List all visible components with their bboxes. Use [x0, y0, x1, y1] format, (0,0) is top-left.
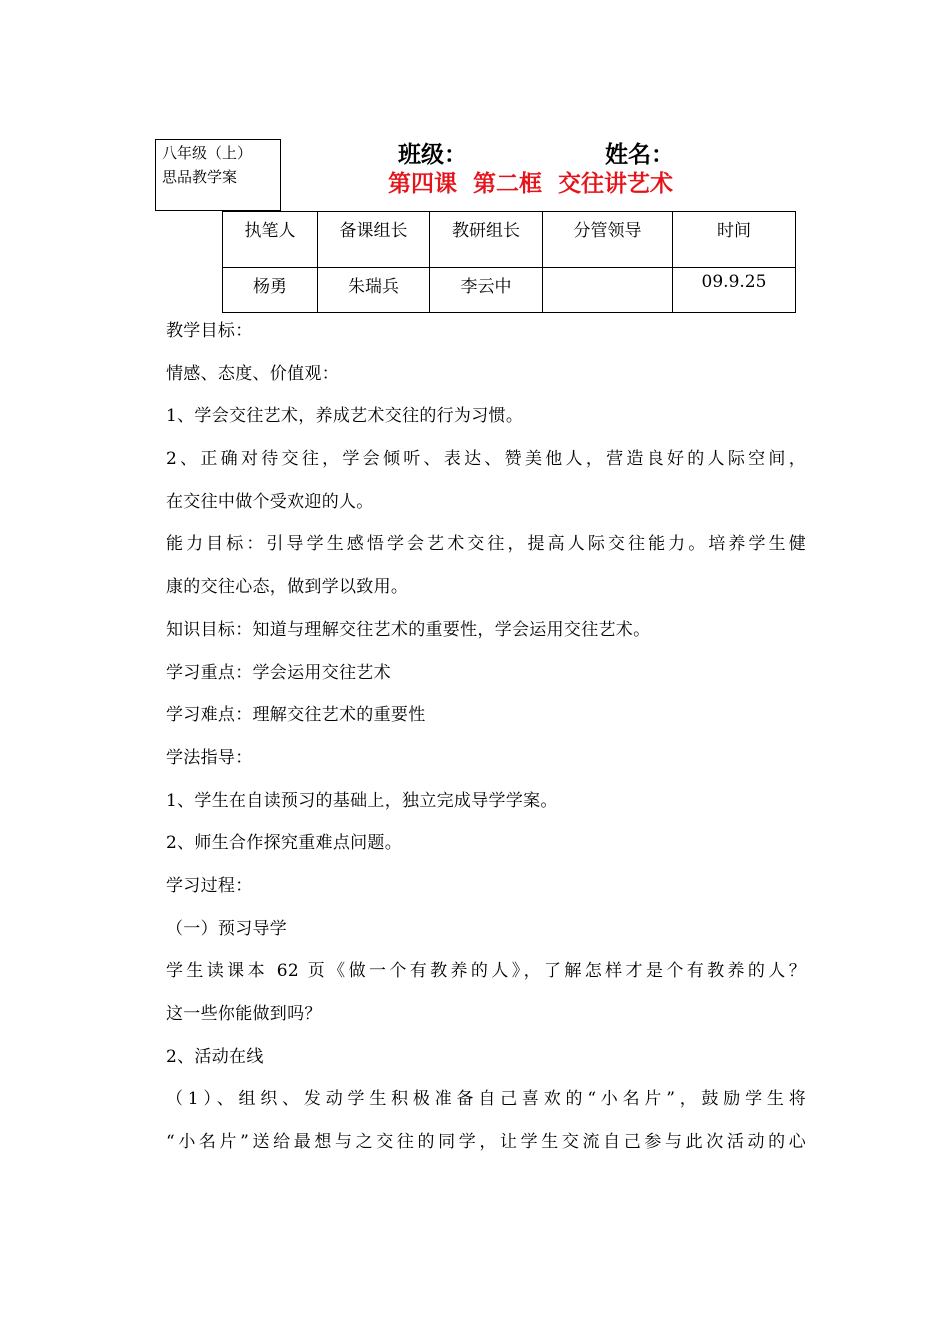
grade-box	[155, 139, 281, 211]
text-line: 学生读课本 62 页《做一个有教养的人》，了解怎样才是个有教养的人？	[166, 961, 806, 982]
header-supervisor: 分管领导	[543, 212, 673, 268]
value-supervisor	[543, 268, 673, 313]
text-line: 2、活动在线	[166, 1046, 264, 1067]
text-line: 学法指导：	[166, 747, 253, 768]
text-line: “小名片”送给最想与之交往的同学，让学生交流自己参与此次活动的心	[166, 1132, 806, 1153]
value-author: 杨勇	[223, 268, 318, 313]
value-group-leader: 朱瑞兵	[318, 268, 430, 313]
value-time: 09.9.25	[673, 268, 796, 313]
text-line: 知识目标：知道与理解交往艺术的重要性，学会运用交往艺术。	[166, 619, 651, 640]
header-group-leader: 备课组长	[318, 212, 430, 268]
text-line: 学习过程：	[166, 875, 253, 896]
text-line: 这一些你能做到吗？	[166, 1004, 322, 1024]
text-line: 在交往中做个受欢迎的人。	[166, 491, 374, 512]
text-line: 教学目标：	[166, 321, 253, 341]
text-line: 康的交往心态，做到学以致用。	[166, 577, 409, 598]
header-time: 时间	[673, 212, 796, 268]
class-label: 班级：	[398, 141, 467, 168]
info-table-value-row	[223, 268, 796, 313]
lesson-title: 第四课 第二框 交往讲艺术	[388, 170, 674, 197]
text-line: 2、正确对待交往，学会倾听、表达、赞美他人，营造良好的人际空间，	[166, 449, 806, 470]
text-line: （1）、组织、发动学生积极准备自己喜欢的“小名片”，鼓励学生将	[166, 1089, 806, 1110]
subject-label: 思品教学案	[162, 168, 238, 186]
info-table	[222, 211, 796, 313]
text-line: 学习难点：理解交往艺术的重要性	[166, 705, 426, 726]
text-line: （一）预习导学	[166, 918, 288, 939]
text-line: 学习重点：学会运用交往艺术	[166, 662, 391, 683]
header-author: 执笔人	[223, 212, 318, 268]
text-line: 2、师生合作探究重难点问题。	[166, 833, 403, 854]
grade-label: 八年级（上）	[162, 144, 253, 162]
text-line: 1、学生在自读预习的基础上，独立完成导学学案。	[166, 790, 558, 811]
text-line: 1、学会交往艺术，养成艺术交往的行为习惯。	[166, 406, 524, 427]
text-line: 能力目标：引导学生感悟学会艺术交往，提高人际交往能力。培养学生健	[166, 534, 806, 555]
name-label: 姓名：	[605, 141, 674, 168]
header-research-leader: 教研组长	[430, 212, 543, 268]
value-research-leader: 李云中	[430, 268, 543, 313]
body-text	[166, 310, 806, 1164]
text-line: 情感、态度、价值观：	[166, 363, 339, 384]
info-table-header-row	[223, 212, 796, 268]
